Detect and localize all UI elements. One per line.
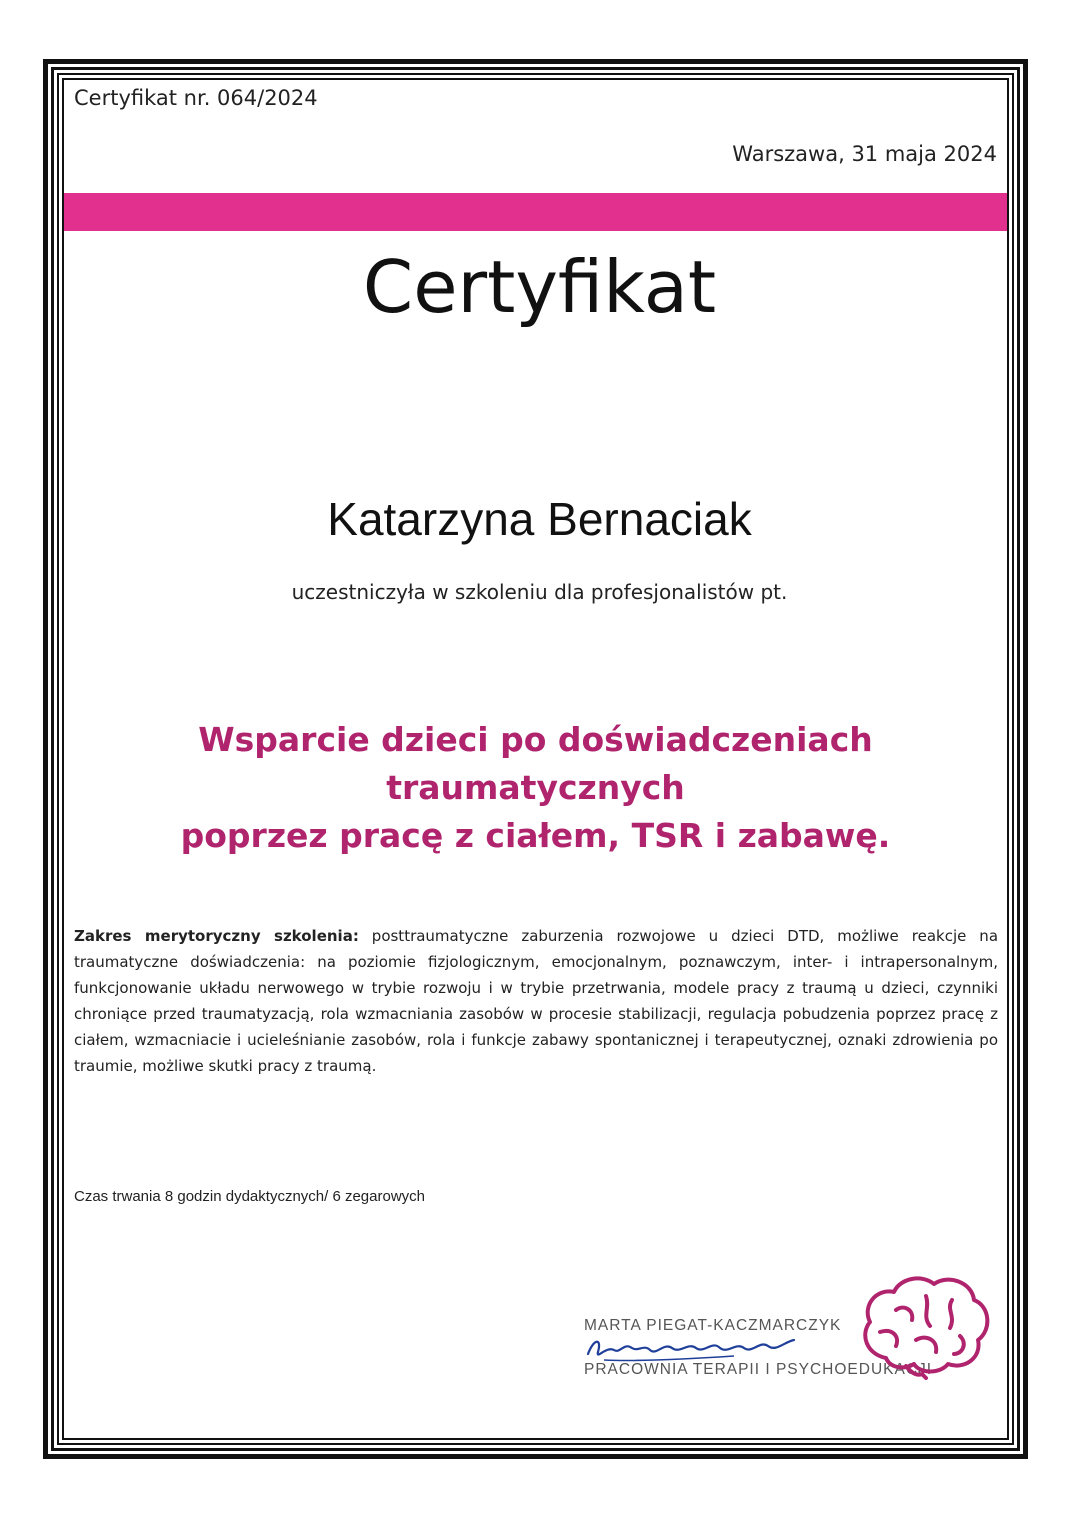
place-and-date: Warszawa, 31 maja 2024 xyxy=(732,142,997,166)
recipient-name: Katarzyna Bernaciak xyxy=(327,493,752,545)
brain-icon xyxy=(856,1270,996,1380)
logo-name: MARTA PIEGAT-KACZMARCZYK xyxy=(584,1317,842,1334)
scope-paragraph xyxy=(74,923,998,1079)
scope-text: posttraumatyczne zaburzenia rozwojowe u dzieci DTD, możliwe reakcje na traumatyczne doświadczenia: na poziomie fizjologicznym, emocjonalnym, poznawczym, inter- i intrapersonalnym, funkcjonowanie układu nerwowego w trybie rozwoju i w trybie przetrwania, modele pracy z traumą u dzieci, czynniki chroniące przed traumatyzacją, rola wzmacniania zasobów w procesie stabilizacji, regulacja pobudzenia poprzez pracę z ciałem, wzmacniacie i ucieleśnianie zasobów, rola i funkcje zabawy spontanicznej i terapeutycznej, oznaki zdrowienia po traumie, możliwe skutki pracy z traumą. xyxy=(74,927,999,1075)
scope-label: Zakres merytoryczny szkolenia: xyxy=(74,927,359,945)
course-title xyxy=(64,716,1007,860)
duration-text: Czas trwania 8 godzin dydaktycznych/ 6 zegarowych xyxy=(74,1188,426,1205)
logo-subtitle: PRACOWNIA TERAPII I PSYCHOEDUKACJI xyxy=(584,1361,933,1378)
accent-bar xyxy=(64,193,1007,231)
organization-logo xyxy=(578,1270,998,1395)
certificate-number: Certyfikat nr. 064/2024 xyxy=(74,86,318,110)
course-title-line-1: Wsparcie dzieci po doświadczeniach traumatycznych xyxy=(198,720,873,807)
course-title-line-2: poprzez pracę z ciałem, TSR i zabawę. xyxy=(180,816,891,855)
certificate-title: Certyfikat xyxy=(362,245,717,329)
participation-text: uczestniczyła w szkoleniu dla profesjonalistów pt. xyxy=(291,580,788,604)
